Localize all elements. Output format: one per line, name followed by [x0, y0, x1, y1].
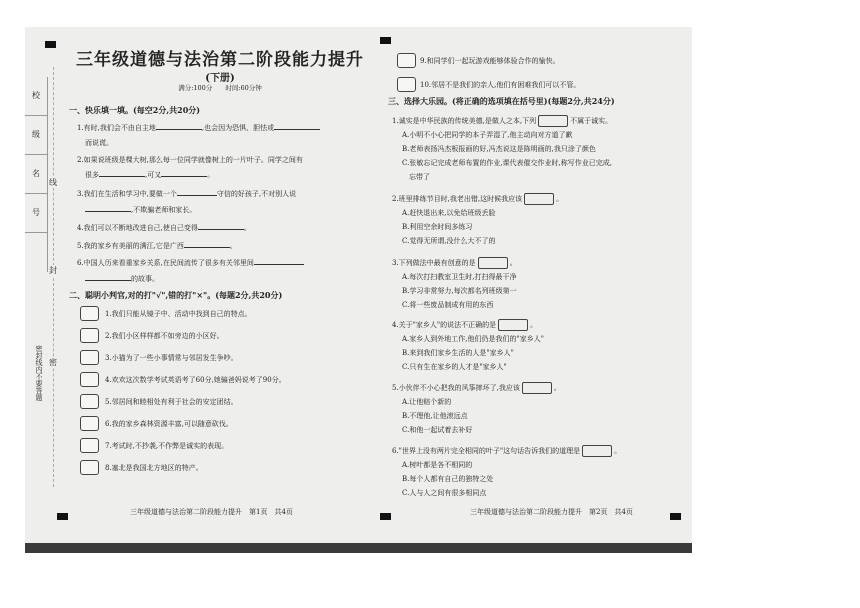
- judge-item: 9.和同学们一起玩游戏能够体验合作的愉快。: [420, 57, 560, 65]
- answer-bracket[interactable]: [538, 115, 568, 127]
- choice-option: C.觉得无所谓,没什么大不了的: [402, 237, 496, 245]
- answer-box[interactable]: [80, 328, 99, 343]
- choice-option: C.只有生在家乡的人才是"家乡人": [402, 363, 507, 371]
- exam-title: 三年级道德与法治第二阶段能力提升: [76, 50, 364, 70]
- choice-question: 5.小伙伴不小心把我的风筝摔坏了,我应该 。: [392, 384, 561, 392]
- fill-question: 1.有时,我们会不由自主地 ,也会因为恐惧、胆怯或: [77, 123, 320, 133]
- binding-note: 密封线内不要答题: [35, 345, 43, 401]
- choice-option: C.将一些废品制成有用的东西: [402, 301, 494, 309]
- choice-option: B.来到我们家乡生活的人是"家乡人": [402, 349, 514, 357]
- answer-box[interactable]: [80, 306, 99, 321]
- fill-question: 6.中国人历来看重家乡关系,在民间流传了很多有关邻里间: [77, 258, 304, 268]
- judge-item: 3.小猫为了一些小事情常与邻居发生争吵。: [105, 354, 238, 362]
- fill-question: 4.我们可以不断地改进自己,使自己变得 。: [77, 224, 251, 232]
- choice-option: A.赶快退出来,以免给班级丢脸: [402, 209, 496, 217]
- choice-option: C.人与人之间有很多相同点: [402, 489, 487, 497]
- binding-cell: 校: [25, 77, 47, 116]
- answer-box[interactable]: [397, 77, 416, 92]
- answer-box[interactable]: [80, 394, 99, 409]
- judge-item: 1.我们只能从镜子中、活动中找到自己的特点。: [105, 310, 252, 318]
- choice-option: C.张敏忘记完成老师布置的作业,课代表催交作业时,称写作业已完成,: [402, 159, 613, 167]
- choice-option: B.利用空余时间多练习: [402, 223, 473, 231]
- binding-strip: [25, 77, 48, 272]
- seal-label: 线: [49, 178, 57, 187]
- choice-option: B.学习非常努力,每次都名列班级第一: [402, 287, 517, 295]
- choice-option: C.和他一起试着去补好: [402, 426, 473, 434]
- answer-box[interactable]: [80, 460, 99, 475]
- photo-edge: [25, 543, 692, 553]
- choice-question: 6."世界上没有两片完全相同的叶子"这句话告诉我们的道理是 。: [392, 447, 622, 455]
- fill-question: 3.我们在生活和学习中,要做一个 守信的好孩子,不对别人说: [77, 190, 297, 198]
- page-footer: 三年级道德与法治第二阶段能力提升 第1页 共4页: [130, 508, 293, 516]
- choice-question: 3.下列做法中最有创意的是 。: [392, 259, 517, 267]
- choice-option: B.不理他,让他滚远点: [402, 412, 468, 420]
- choice-option: A.每次打扫教室卫生时,打扫得最干净: [402, 273, 517, 281]
- choice-question: 2.班里排练节目时,我老出错,这时候我应该 。: [392, 195, 564, 203]
- choice-option: A.家乡人到外地工作,他们仍是我们的"家乡人": [402, 335, 544, 343]
- exam-subtitle: (下册): [205, 73, 235, 84]
- seal-label: 密: [49, 358, 57, 367]
- choice-option: A.小明不小心把同学的本子弄湿了,他主动向对方道了歉: [402, 131, 573, 139]
- choice-option: A.让他赔个新的: [402, 398, 452, 406]
- choice-option: B.老师表扬冯杰板报画的好,冯杰说这是陈明画的,我只涂了颜色: [402, 145, 596, 153]
- answer-bracket[interactable]: [522, 382, 552, 394]
- answer-bracket[interactable]: [582, 445, 612, 457]
- answer-bracket[interactable]: [498, 319, 528, 331]
- judge-item: 6.我的家乡森林资源丰富,可以随意砍伐。: [105, 420, 233, 428]
- answer-box[interactable]: [80, 416, 99, 431]
- section-3-title: 三、选择大乐园。(将正确的选项填在括号里)(每题2分,共24分): [388, 96, 615, 106]
- fill-question: 2.如果说班级是棵大树,那么每一位同学就像树上的一片叶子。同学之间有: [77, 156, 303, 164]
- right-page: [380, 27, 692, 543]
- binding-cell: 级: [25, 116, 47, 155]
- judge-item: 10.邻居不是我们的亲人,他们有困难我们可以不管。: [420, 81, 581, 89]
- judge-item: 8.塞北是我国北方地区的特产。: [105, 464, 203, 472]
- section-2-title: 二、聪明小判官,对的打"√",错的打"×"。(每题2分,共20分): [69, 290, 283, 300]
- seal-label: 封: [49, 266, 57, 275]
- exam-meta: 满分:100分 时间:60分钟: [178, 84, 262, 92]
- choice-option: A.树叶都是各不相同的: [402, 461, 473, 469]
- binding-cell: 名: [25, 155, 47, 194]
- fill-question-cont: 而说谎。: [85, 139, 113, 147]
- judge-item: 7.考试时,不抄袭,不作弊是诚实的表现。: [105, 442, 229, 450]
- choice-option: B.每个人都有自己的独特之处: [402, 475, 494, 483]
- judge-item: 4.欢欢这次数学考试英语考了60分,她骗爸妈说考了90分。: [105, 376, 286, 384]
- fill-question: 5.我的家乡有美丽的满江,它是广西 。: [77, 242, 237, 250]
- choice-option: 忘带了: [402, 173, 430, 181]
- answer-box[interactable]: [80, 372, 99, 387]
- judge-item: 5.邻居间和睦相处有利于社会的安定团结。: [105, 398, 238, 406]
- page-footer: 三年级道德与法治第二阶段能力提升 第2页 共4页: [470, 508, 633, 516]
- fill-question-cont: 很多 ,可又 。: [85, 171, 215, 179]
- binding-cell: 号: [25, 194, 47, 233]
- choice-question: 4.关于"家乡人"的说法不正确的是 。: [392, 321, 538, 329]
- judge-item: 2.我们小区样样都不如旁边的小区好。: [105, 332, 224, 340]
- answer-box[interactable]: [80, 438, 99, 453]
- answer-bracket[interactable]: [524, 193, 554, 205]
- answer-box[interactable]: [80, 350, 99, 365]
- seal-line: [53, 67, 54, 487]
- fill-question-cont: 的故事。: [85, 274, 159, 284]
- choice-question: 1.诚实是中华民族的传统美德,是做人之本,下列 不属于诚实。: [392, 117, 613, 125]
- answer-bracket[interactable]: [478, 257, 508, 269]
- fill-question-cont: ,不欺骗老师和家长。: [85, 205, 196, 215]
- exam-photo: [25, 27, 692, 553]
- answer-box[interactable]: [397, 53, 416, 68]
- section-1-title: 一、快乐填一填。(每空2分,共20分): [69, 105, 201, 115]
- left-page: [25, 27, 380, 543]
